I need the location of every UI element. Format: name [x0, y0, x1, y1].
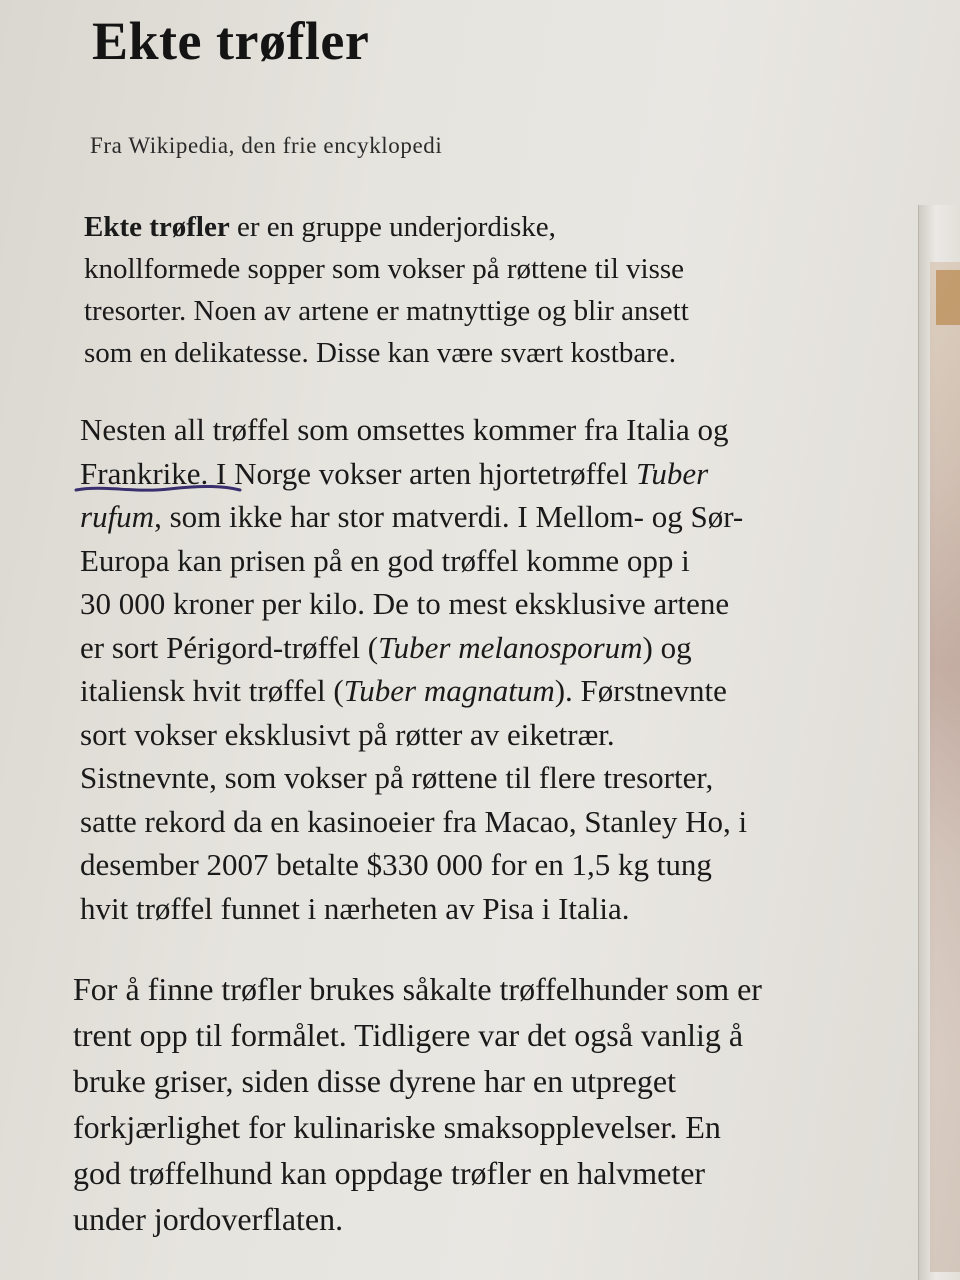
text-line: som en delikatesse. Disse kan være svært kostbare.: [84, 337, 676, 369]
text-line: under jordoverflaten.: [73, 1201, 344, 1237]
text-line: For å finne trøfler brukes såkalte trøffelhunder som er: [73, 971, 762, 1007]
image-thumbnail-top: [936, 270, 960, 325]
text-line: er sort Périgord-trøffel (Tuber melanosporum) og: [80, 629, 692, 665]
text-line: trent opp til formålet. Tidligere var det også vanlig å: [73, 1017, 744, 1053]
text-line: satte rekord da en kasinoeier fra Macao, Stanley Ho, i: [80, 803, 748, 839]
text-line: hvit trøffel funnet i nærheten av Pisa i Italia.: [80, 890, 630, 926]
text-line: bruke griser, siden disse dyrene har en utpreget: [73, 1063, 676, 1099]
pen-underline: [74, 478, 244, 498]
text-line: knollformede sopper som vokser på røttene til visse: [84, 253, 685, 285]
paragraph-intro: [84, 206, 689, 374]
text-line: italiensk hvit trøffel (Tuber magnatum). Førstnevnte: [80, 673, 727, 708]
bold-term: Ekte trøfler: [84, 211, 230, 243]
text-line: sort vokser eksklusivt på røtter av eiketrær.: [80, 716, 615, 752]
text-line: Ekte trøfler er en gruppe underjordiske,: [84, 211, 556, 243]
text-line: Europa kan prisen på en god trøffel komme opp i: [80, 542, 690, 578]
text-line: Sistnevnte, som vokser på røttene til flere tresorter,: [80, 760, 714, 795]
text-line: god trøffelhund kan oppdage trøfler en halvmeter: [73, 1155, 706, 1191]
image-thumbnail-edge: [930, 262, 960, 1272]
text-line: desember 2007 betalte $330 000 for en 1,5 kg tung: [80, 847, 712, 882]
source-line: Fra Wikipedia, den frie encyklopedi: [90, 133, 443, 158]
text-line: tresorter. Noen av artene er matnyttige og blir ansett: [84, 295, 689, 327]
underlined-word: Frankrike.: [80, 455, 209, 491]
text-line: Nesten all trøffel som omsettes kommer fra Italia og: [80, 412, 729, 447]
pen-underline-stroke: [76, 486, 240, 490]
text-line: 30 000 kroner per kilo. De to mest eksklusive artene: [80, 586, 730, 621]
text-line: Frankrike. I Norge vokser arten hjortetrøffel Tuber: [80, 455, 709, 491]
paragraph-truffle-dogs: [73, 966, 762, 1242]
text-line: rufum, som ikke har stor matverdi. I Mellom- og Sør-: [80, 499, 744, 534]
page-title: Ekte trøfler: [92, 11, 370, 71]
text-line: forkjærlighet for kulinariske smaksopplevelser. En: [73, 1109, 721, 1145]
